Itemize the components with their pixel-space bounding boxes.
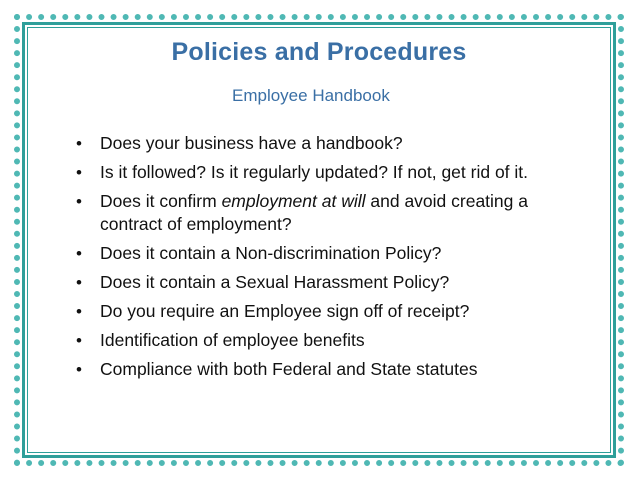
bullet-item	[74, 242, 574, 265]
bullet-text: Identification of employee benefits	[100, 330, 365, 350]
bullet-text-pre: Does it confirm	[100, 191, 222, 211]
bullet-item	[74, 161, 574, 184]
bullet-text: Does your business have a handbook?	[100, 133, 403, 153]
bullet-marker: •	[76, 134, 82, 153]
bullet-item	[74, 358, 574, 381]
bullet-item	[74, 300, 574, 323]
bullet-item	[74, 329, 574, 352]
bullet-text-emphasis: employment at will	[221, 191, 366, 211]
bullet-marker: •	[76, 244, 82, 263]
bullet-list	[74, 132, 574, 387]
bullet-text: Compliance with both Federal and State statutes	[100, 359, 478, 379]
bullet-marker: •	[76, 192, 82, 211]
bullet-item	[74, 271, 574, 294]
bullet-marker: •	[76, 163, 82, 182]
bullet-text: Does it contain a Sexual Harassment Policy?	[100, 272, 450, 292]
bullet-text: Is it followed? Is it regularly updated? If not, get rid of it.	[100, 162, 529, 182]
bullet-item	[74, 132, 574, 155]
bullet-text: Do you require an Employee sign off of receipt?	[100, 301, 470, 321]
bullet-marker: •	[76, 302, 82, 321]
bullet-marker: •	[76, 331, 82, 350]
bullet-text-post: and avoid creating a contract of employment?	[100, 191, 528, 234]
bullet-text	[100, 191, 528, 234]
slide-subtitle: Employee Handbook	[232, 86, 390, 105]
bullet-item	[74, 190, 574, 236]
bullet-marker: •	[76, 360, 82, 379]
bullet-text: Does it contain a Non-discrimination Policy?	[100, 243, 442, 263]
slide-title: Policies and Procedures	[171, 38, 467, 66]
bullet-marker: •	[76, 273, 82, 292]
